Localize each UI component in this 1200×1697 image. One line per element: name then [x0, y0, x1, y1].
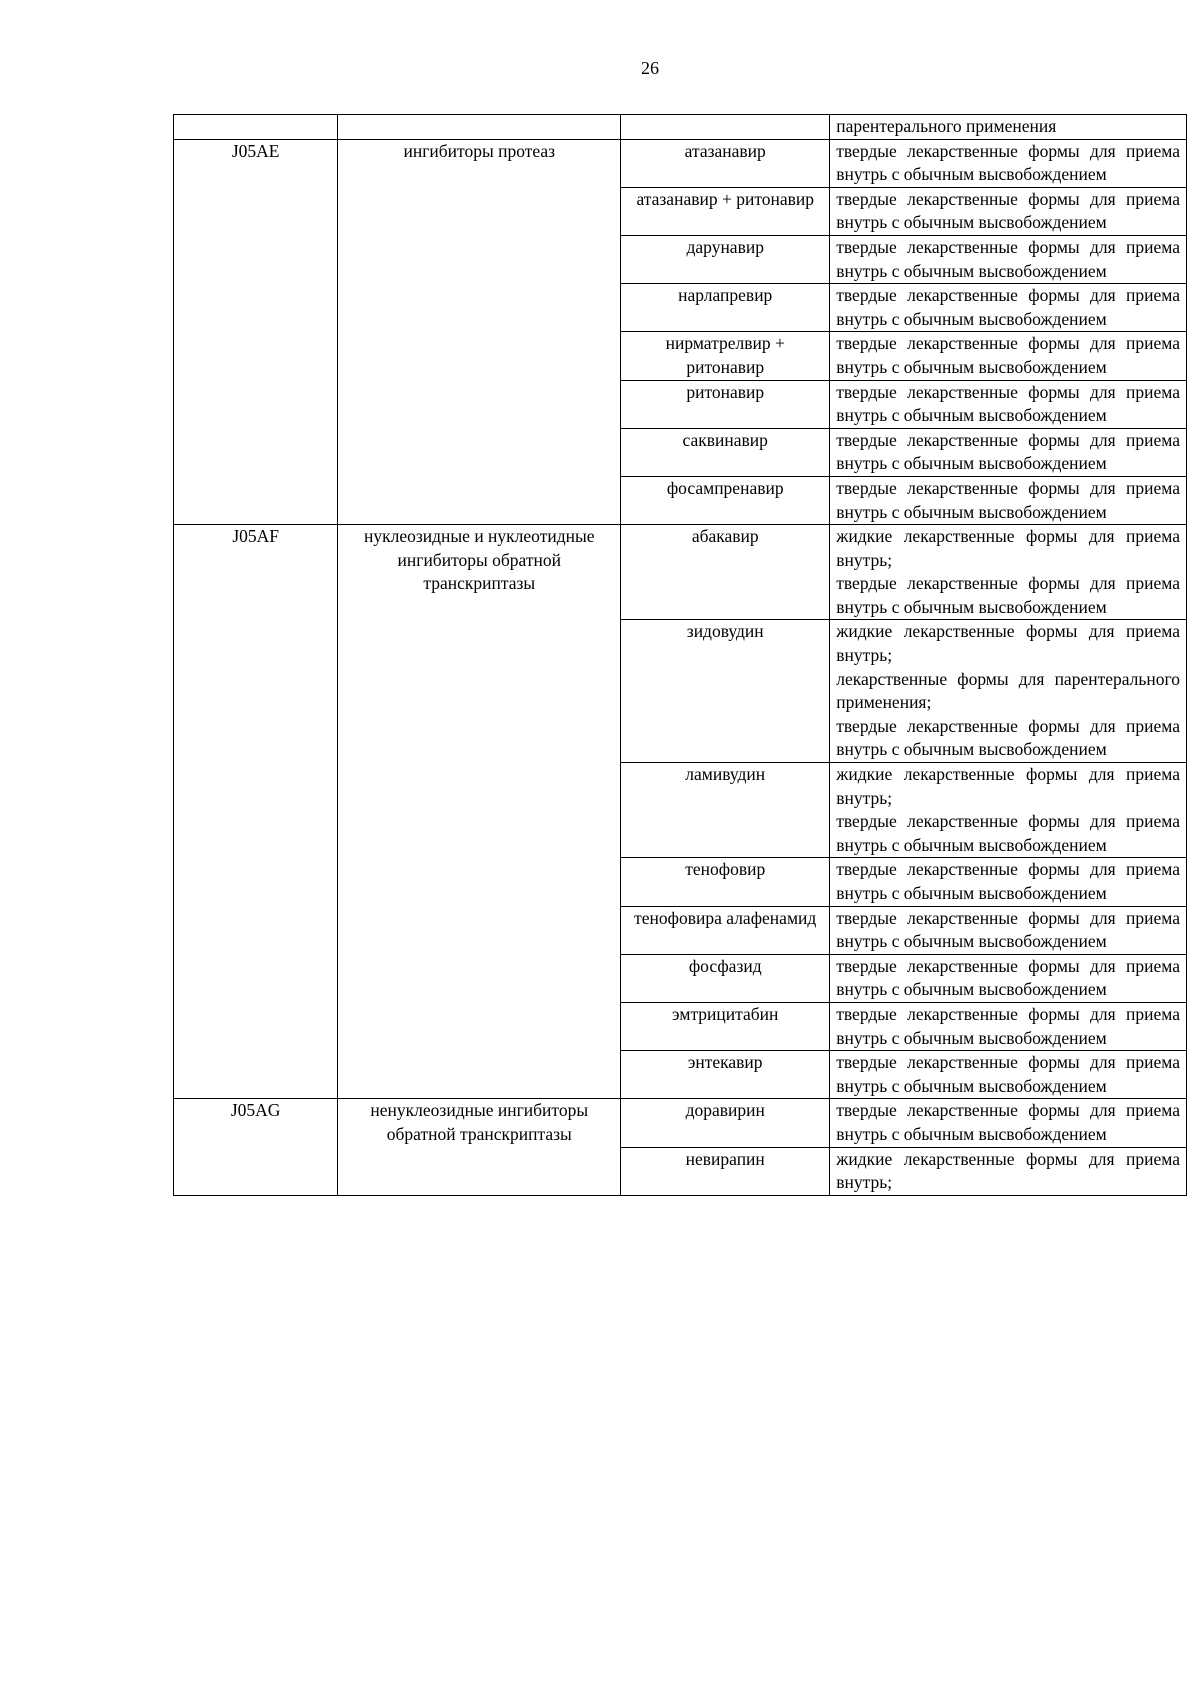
dosage-forms-cell	[830, 763, 1187, 858]
dosage-form-text: твердые лекарственные формы для приема внутрь с обычным высвобождением	[836, 907, 1180, 952]
dosage-form-text: твердые лекарственные формы для приема внутрь с обычным высвобождением	[836, 1100, 1180, 1144]
atc-code-cell: J05AG	[174, 1099, 338, 1195]
table-row	[174, 115, 1187, 140]
drug-name-cell: саквинавир	[621, 428, 830, 476]
dosage-forms-cell	[830, 235, 1187, 283]
dosage-form-text: твердые лекарственные формы для приема внутрь с обычным высвобождением	[836, 477, 1180, 522]
dosage-form-text: твердые лекарственные формы для приема внутрь с обычным высвобождением	[836, 236, 1180, 281]
drug-name-cell: эмтрицитабин	[621, 1002, 830, 1050]
drug-name-cell: атазанавир + ритонавир	[621, 187, 830, 235]
dosage-form-text: лекарственные формы для парентерального применения;	[836, 668, 1180, 713]
dosage-form-text: твердые лекарственные формы для приема внутрь с обычным высвобождением	[836, 381, 1180, 426]
drug-name-cell: энтекавир	[621, 1051, 830, 1099]
page-number: 26	[641, 58, 659, 78]
dosage-form-text: твердые лекарственные формы для приема внутрь с обычным высвобождением	[836, 429, 1180, 474]
dosage-forms-cell	[830, 1002, 1187, 1050]
drug-name-cell: тенофовира алафенамид	[621, 906, 830, 954]
group-name-cell: нуклеозидные и нуклеотидные ингибиторы обратной транскриптазы	[338, 525, 621, 1099]
dosage-forms-cell	[830, 1051, 1187, 1099]
dosage-form-text: твердые лекарственные формы для приема внутрь с обычным высвобождением	[836, 285, 1180, 329]
dosage-form-text: твердые лекарственные формы для приема внутрь с обычным высвобождением	[836, 1003, 1180, 1048]
drug-table	[173, 114, 1187, 1196]
dosage-form-text: твердые лекарственные формы для приема внутрь с обычным высвобождением	[836, 859, 1180, 903]
dosage-form-text: твердые лекарственные формы для приема внутрь с обычным высвобождением	[836, 1052, 1180, 1096]
dosage-form-text: твердые лекарственные формы для приема внутрь с обычным высвобождением	[836, 333, 1180, 377]
drug-name-cell: абакавир	[621, 525, 830, 620]
drug-name-cell: нирматрелвир + ритонавир	[621, 332, 830, 380]
drug-name-cell: атазанавир	[621, 139, 830, 187]
drug-name-cell: дарунавир	[621, 235, 830, 283]
drug-name-cell: зидовудин	[621, 620, 830, 763]
drug-name-cell: ритонавир	[621, 380, 830, 428]
dosage-form-text: жидкие лекарственные формы для приема внутрь;	[836, 621, 1180, 666]
dosage-forms-cell	[830, 525, 1187, 620]
dosage-form-text: жидкие лекарственные формы для приема внутрь;	[836, 764, 1180, 808]
group-name-cell: ингибиторы протеаз	[338, 139, 621, 525]
dosage-forms-cell	[830, 954, 1187, 1002]
dosage-forms-cell	[830, 284, 1187, 332]
drug-name-cell: фосфазид	[621, 954, 830, 1002]
group-cell	[338, 115, 621, 140]
dosage-form-text: твердые лекарственные формы для приема внутрь с обычным высвобождением	[836, 573, 1180, 617]
table-row	[174, 1099, 1187, 1147]
dosage-forms-cell	[830, 380, 1187, 428]
drug-name-cell: тенофовир	[621, 858, 830, 906]
forms-cell	[830, 115, 1187, 140]
dosage-form-text: жидкие лекарственные формы для приема внутрь;	[836, 1148, 1180, 1193]
drug-cell	[621, 115, 830, 140]
atc-code-cell: J05AF	[174, 525, 338, 1099]
table-row	[174, 139, 1187, 187]
drug-name-cell: ламивудин	[621, 763, 830, 858]
code-cell	[174, 115, 338, 140]
table-body	[174, 115, 1187, 1196]
dosage-form-text: твердые лекарственные формы для приема внутрь с обычным высвобождением	[836, 715, 1180, 760]
dosage-forms-cell	[830, 139, 1187, 187]
dosage-forms-cell	[830, 476, 1187, 524]
drug-name-cell: фосампренавир	[621, 476, 830, 524]
table-row	[174, 525, 1187, 620]
drug-name-cell: нарлапревир	[621, 284, 830, 332]
dosage-forms-cell	[830, 858, 1187, 906]
dosage-forms-cell	[830, 1099, 1187, 1147]
drug-name-cell: невирапин	[621, 1147, 830, 1195]
dosage-form-text: твердые лекарственные формы для приема внутрь с обычным высвобождением	[836, 811, 1180, 855]
atc-code-cell: J05AE	[174, 139, 338, 525]
dosage-forms-cell	[830, 187, 1187, 235]
form-text: парентерального применения	[836, 116, 1057, 136]
dosage-forms-cell	[830, 332, 1187, 380]
dosage-forms-cell	[830, 620, 1187, 763]
dosage-forms-cell	[830, 1147, 1187, 1195]
dosage-form-text: твердые лекарственные формы для приема внутрь с обычным высвобождением	[836, 955, 1180, 1000]
drug-name-cell: доравирин	[621, 1099, 830, 1147]
dosage-form-text: жидкие лекарственные формы для приема внутрь;	[836, 526, 1180, 570]
dosage-form-text: твердые лекарственные формы для приема внутрь с обычным высвобождением	[836, 188, 1180, 233]
dosage-forms-cell	[830, 428, 1187, 476]
dosage-forms-cell	[830, 906, 1187, 954]
group-name-cell: ненуклеозидные ингибиторы обратной транскриптазы	[338, 1099, 621, 1195]
dosage-form-text: твердые лекарственные формы для приема внутрь с обычным высвобождением	[836, 140, 1180, 185]
